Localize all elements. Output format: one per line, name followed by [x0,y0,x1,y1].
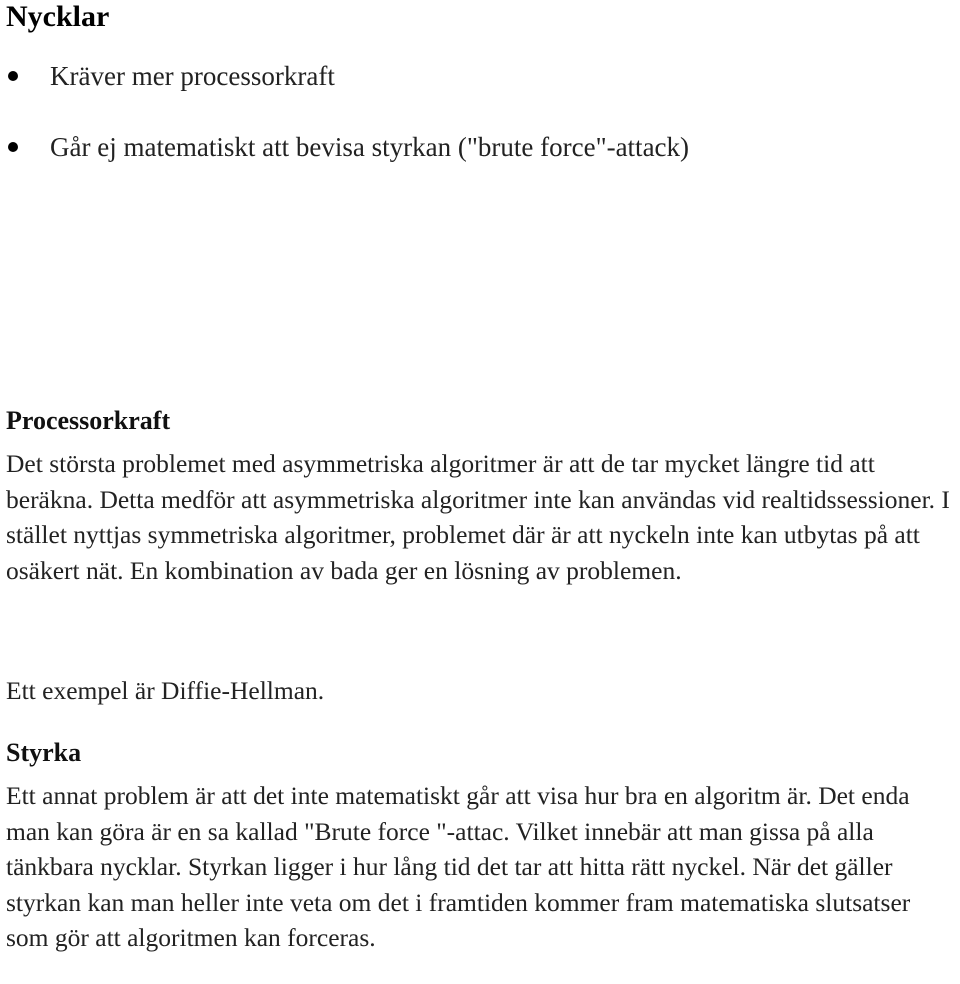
bullet-dot-icon [8,142,18,152]
paragraph-example: Ett exempel är Diffie-Hellman. [6,676,325,705]
paragraph-processorkraft: Det största problemet med asymmetriska algoritmer är att de tar mycket längre tid att beräkna. Detta medför att asymmetriska algoritmer inte kan användas vid realtidssessioner. I stället nyttjas symmetriska algoritmer, problemet där är att nyckeln inte kan utbytas på att osäkert nät. En kombination av bada ger en lösning av problemen. [6,449,950,585]
paragraph-styrka: Ett annat problem är att det inte matematiskt går att visa hur bra en algoritm är. Det enda man kan göra är en sa kallad "Brute force "-attac. Vilket innebär att man gissa på alla tänkbara nycklar. Styrkan ligger i hur lång tid det tar att hitta rätt nyckel. När det gäller styrkan kan man heller inte veta om det i framtiden kommer fram matematiska slutsatser som gör att algoritmen kan forceras. [6,781,911,952]
bullet-list [0,58,689,200]
bullet-text: Kräver mer processorkraft [50,61,335,91]
bullet-item [0,129,689,165]
bullet-item [0,58,689,94]
section-heading-styrka: Styrka [6,738,82,767]
page-title: Nycklar [6,0,110,33]
section-heading-processorkraft: Processorkraft [6,406,171,435]
bullet-dot-icon [8,71,18,81]
bullet-text: Går ej matematiskt att bevisa styrkan ("brute force"-attack) [50,132,690,162]
